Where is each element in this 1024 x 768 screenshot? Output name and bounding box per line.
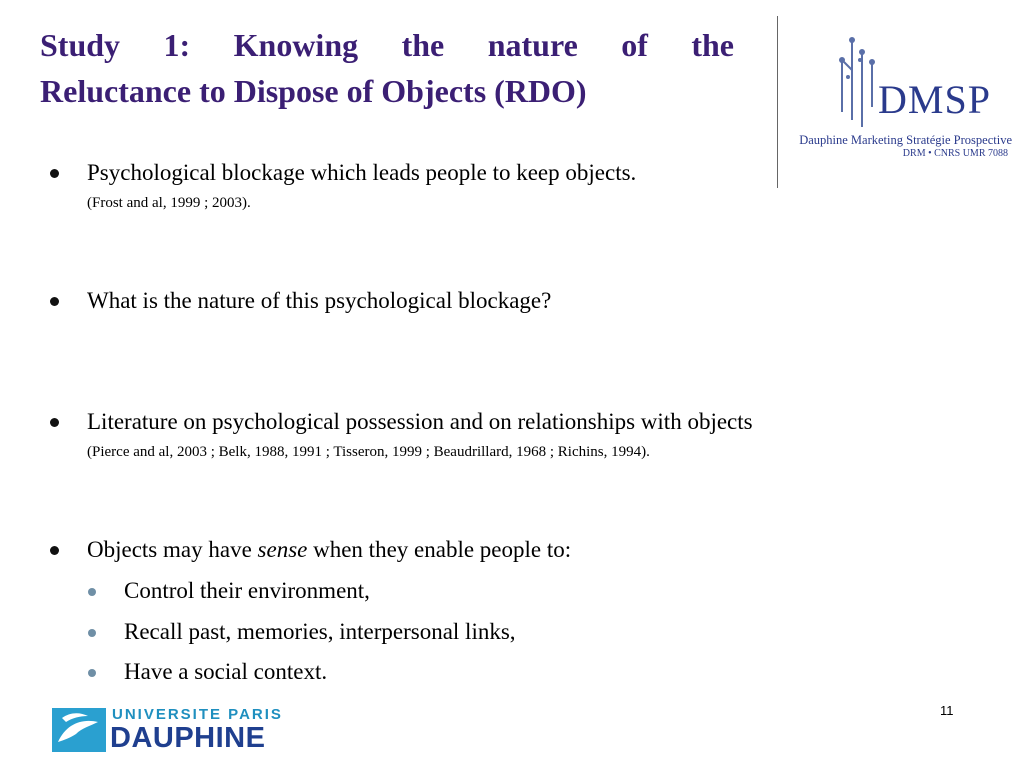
dmsp-logo-subtitle: Dauphine Marketing Stratégie Prospective	[799, 133, 1012, 147]
sub-bullet-item	[88, 577, 370, 605]
bullet-text: Psychological blockage which leads people to keep objects.	[87, 160, 637, 185]
sub-bullet-text: Have a social context.	[124, 659, 328, 684]
sub-bullet-text: Recall past, memories, interpersonal links,	[124, 619, 516, 644]
bullet-text: What is the nature of this psychological blockage?	[87, 288, 552, 313]
dauphine-logo-name: DAUPHINE	[110, 722, 266, 754]
bullet-citation: (Frost and al, 1999 ; 2003).	[87, 195, 251, 211]
bullet-dot	[50, 297, 59, 306]
bullet-item	[50, 408, 753, 462]
bullet-text: Literature on psychological possession and on relationships with objects	[87, 409, 753, 434]
sub-bullet-dot	[88, 629, 96, 637]
bullet-dot	[50, 546, 59, 555]
header-divider	[777, 16, 778, 188]
sub-bullet-dot	[88, 669, 96, 677]
slide-title-line2: Reluctance to Dispose of Objects (RDO)	[40, 73, 587, 109]
slide-title	[40, 22, 734, 114]
bullet-citation: (Pierce and al, 2003 ; Belk, 1988, 1991 ; Tisseron, 1999 ; Beaudrillard, 1968 ; Richins, 1994).	[87, 444, 650, 460]
page-number: 11	[940, 703, 954, 718]
slide-title-line1: Study 1: Knowing the nature of the	[40, 27, 734, 63]
sub-bullet-text: Control their environment,	[124, 578, 370, 603]
bullet-item	[50, 536, 571, 564]
bullet-dot	[50, 169, 59, 178]
bullet-item	[50, 287, 551, 315]
dauphine-logo-top-text: UNIVERSITE PARIS	[112, 706, 283, 723]
bullet-text-start: Objects may have	[87, 537, 258, 562]
bullet-text-end: when they enable people to:	[307, 537, 572, 562]
sub-bullet-item	[88, 618, 516, 646]
sub-bullet-dot	[88, 588, 96, 596]
dmsp-logo-affiliation: DRM • CNRS UMR 7088	[902, 148, 1008, 159]
bullet-dot	[50, 418, 59, 427]
dmsp-logo-name: DMSP	[878, 77, 991, 122]
bullet-item	[50, 159, 636, 213]
sub-bullet-item	[88, 658, 327, 686]
bullet-emphasis: sense	[257, 537, 308, 562]
bullet-text	[87, 536, 571, 564]
